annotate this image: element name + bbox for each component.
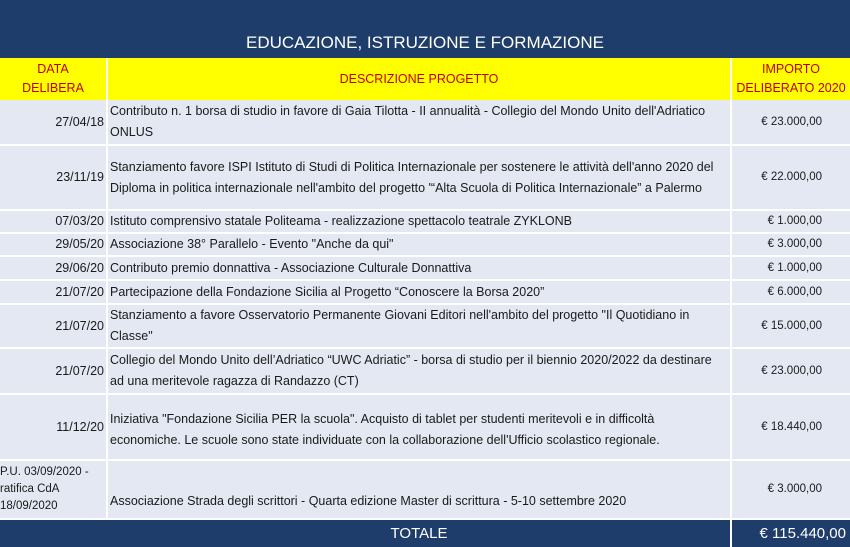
- row-description: Associazione 38° Parallelo - Evento "Anche da qui": [110, 237, 394, 251]
- column-divider: [730, 58, 732, 520]
- header-amount-line1: IMPORTO: [762, 62, 820, 76]
- row-amount: € 23.000,00: [761, 115, 822, 128]
- row-date: 27/04/18: [55, 114, 104, 129]
- header-amount-line2: DELIBERATO 2020: [736, 81, 846, 95]
- row-description: Collegio del Mondo Unito dell’Adriatico “UWC Adriatic” - borsa di studio per il biennio 2020/2022 da destinare ad una meritevole ragazza di Randazzo (CT): [110, 353, 712, 388]
- row-date: 29/06/20: [55, 260, 104, 275]
- header-description-label: DESCRIZIONE PROGETTO: [339, 71, 499, 86]
- header-date-line1: DATA: [37, 62, 69, 76]
- row-description: Stanziamento favore ISPI Istituto di Studi di Politica Internazionale per sostenere le attività dell'anno 2020 del Diploma in politica internazionale nell'ambito del progetto '“Alta Scuola di Politica Internazionale” a Palermo: [110, 159, 714, 195]
- total-label: TOTALE: [390, 525, 448, 542]
- table-row: [0, 100, 850, 146]
- row-description: Istituto comprensivo statale Politeama - realizzazione spettacolo teatrale ZYKLONB: [110, 214, 573, 228]
- column-divider: [106, 58, 108, 520]
- table-row: [0, 146, 850, 211]
- row-amount: € 15.000,00: [761, 319, 822, 332]
- row-date: 11/12/20: [56, 419, 104, 434]
- row-description: Partecipazione della Fondazione Sicilia al Progetto “Conoscere la Borsa 2020”: [110, 284, 545, 299]
- row-date: 21/07/20: [55, 284, 104, 299]
- row-date: 07/03/20: [55, 214, 104, 228]
- table-title: EDUCAZIONE, ISTRUZIONE E FORMAZIONE: [246, 33, 604, 52]
- table-row: [0, 281, 850, 305]
- table-row: [0, 234, 850, 257]
- row-date: 29/05/20: [55, 237, 104, 251]
- row-date: 21/07/20: [55, 363, 104, 378]
- row-description: Contributo premio donnattiva - Associazione Culturale Donnattiva: [110, 260, 472, 275]
- table-row: [0, 211, 850, 234]
- row-amount: € 23.000,00: [761, 364, 822, 377]
- table-row: [0, 305, 850, 349]
- table-row: [0, 257, 850, 281]
- row-amount: € 1.000,00: [767, 215, 822, 227]
- row-description: Contributo n. 1 borsa di studio in favore di Gaia Tilotta - II annualità - Collegio del Mondo Unito dell'Adriatico ONLUS: [110, 104, 706, 139]
- header-date-line2: DELIBERA: [22, 81, 84, 95]
- row-amount: € 1.000,00: [767, 261, 822, 274]
- total-value: € 115.440,00: [759, 525, 846, 542]
- header-amount: [732, 58, 850, 100]
- row-amount: € 6.000,00: [767, 285, 822, 298]
- title-bar: [0, 0, 850, 58]
- table-row: [0, 349, 850, 395]
- row-description: Associazione Strada degli scrittori - Quarta edizione Master di scrittura - 5-10 settembre 2020: [110, 494, 627, 508]
- row-description: Stanziamento a favore Osservatorio Permanente Giovani Editori nell'ambito del progetto "Il Quotidiano in Classe": [110, 308, 690, 343]
- table-row: [0, 395, 850, 461]
- row-date: P.U. 03/09/2020 - ratifica CdA 18/09/2020: [0, 466, 89, 512]
- row-amount: € 3.000,00: [767, 483, 822, 495]
- total-bar: [0, 520, 850, 547]
- row-amount: € 22.000,00: [761, 171, 822, 183]
- row-amount: € 3.000,00: [767, 238, 822, 250]
- row-description: Iniziativa "Fondazione Sicilia PER la scuola". Acquisto di tablet per studenti meritevoli e in difficoltà economiche. Le scuole sono state individuate con la collaborazione dell'Ufficio scolastico regionale.: [110, 412, 660, 447]
- row-date: 23/11/19: [56, 170, 104, 184]
- row-amount: € 18.440,00: [761, 420, 822, 433]
- table-row: [0, 461, 850, 520]
- header-description: [108, 58, 730, 100]
- header-date: [0, 58, 106, 100]
- row-date: 21/07/20: [55, 318, 104, 333]
